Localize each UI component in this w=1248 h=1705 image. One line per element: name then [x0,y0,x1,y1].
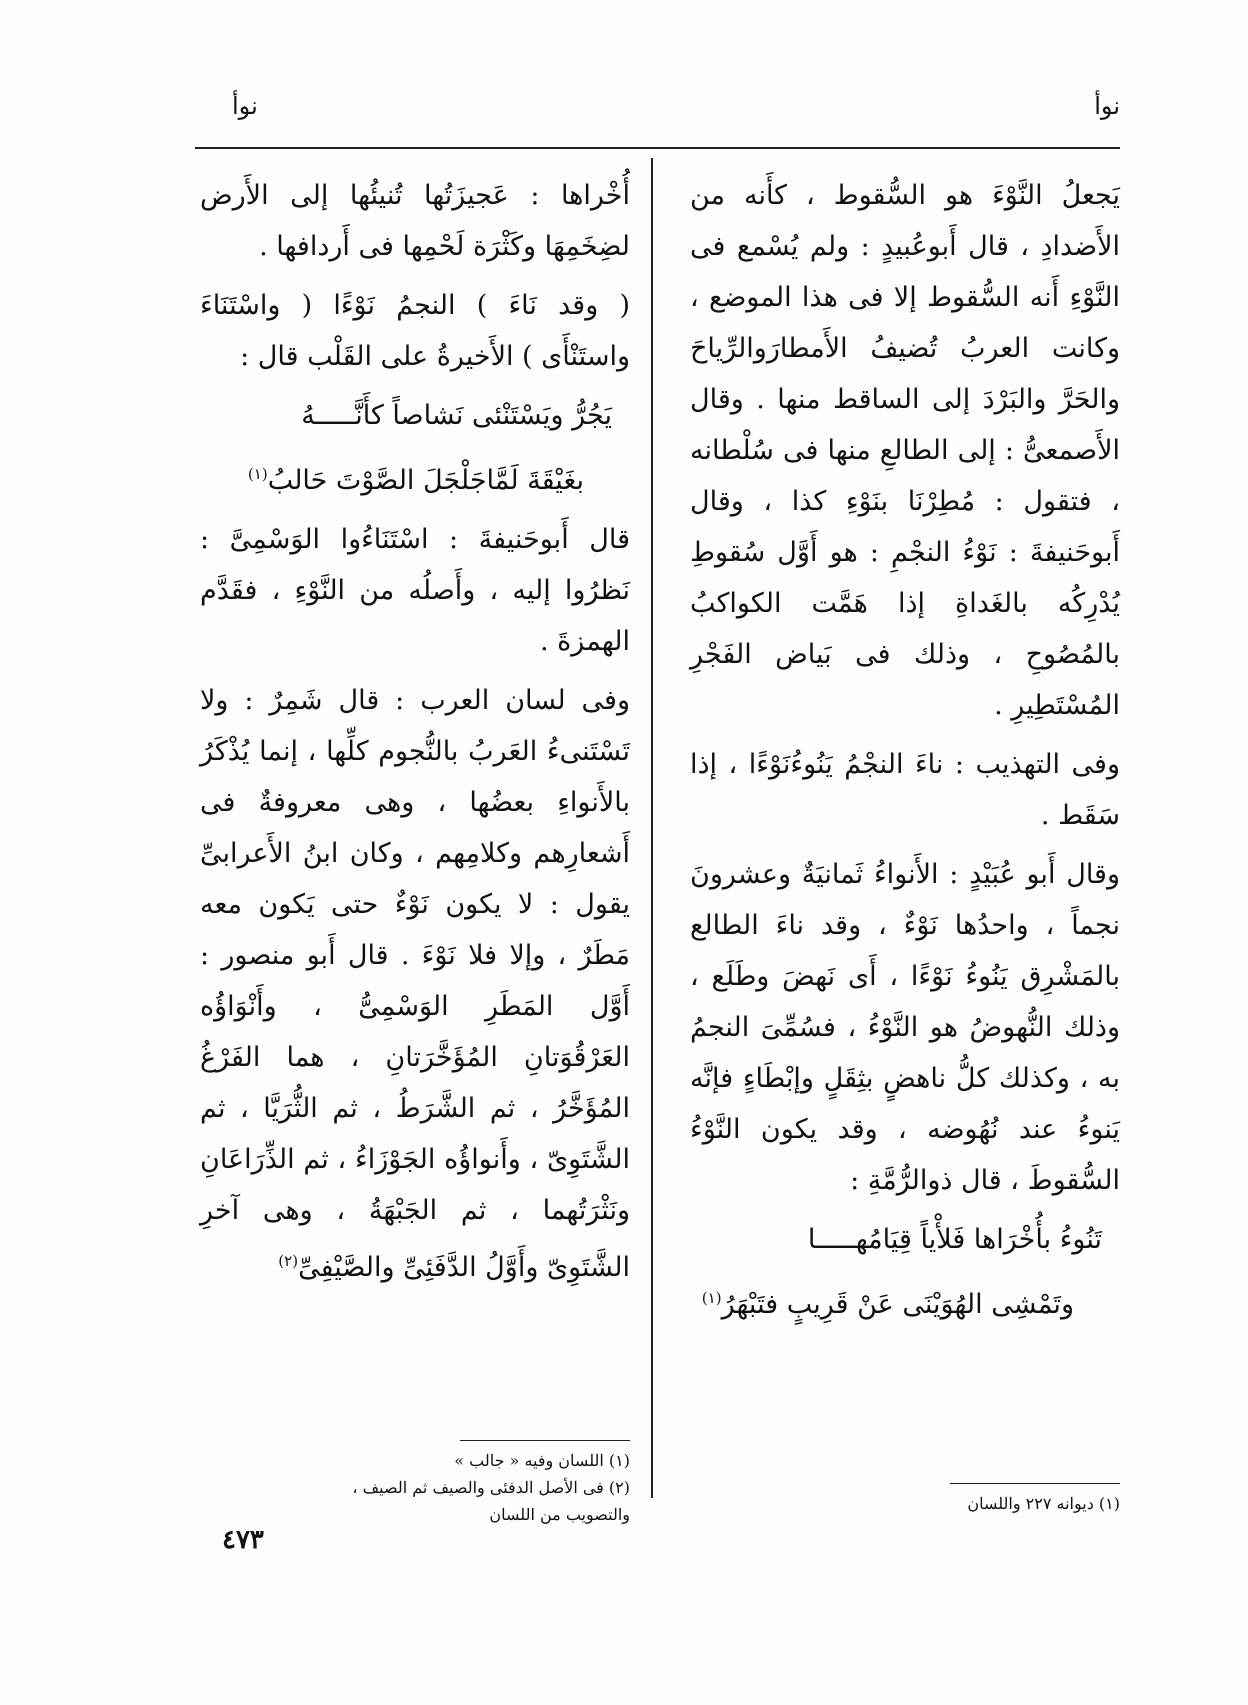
footnote: (٢) فى الأصل الدفئى والصيف ثم الصيف ، والتصويب من اللسان [352,1478,630,1524]
page-number: ٤٧٣ [222,1525,264,1555]
verse-line [200,449,630,506]
right-column [690,170,1120,1338]
left-column [200,170,630,1301]
verse-line [690,1273,1120,1330]
verse-text: بغَيْقَةَ لَمَّاجَلْجَلَ الصَّوْتَ حَالبُ [267,465,584,496]
paragraph: أُخْراها : عَجيزَتُها تُنيئُها إلى الأَرض لضِخَمِهَا وكَثْرَة لَحْمِها فى أَردافها . [200,180,630,262]
paragraph: قال أَبوحَنيفةَ : اسْتَنَاءُوا الوَسْمِىَّ : نَظرُوا إليه ، وأَصلُه من النَّوْءِ ، فقَدَّم الهمزةَ . [200,524,630,657]
column-divider [651,158,653,1498]
paragraph: وفى التهذيب : ناءَ النجْمُ يَنُوءُنَوْءًا ، إذا سَقَط . [690,749,1120,831]
paragraph-text: وفى لسان العرب : قال شَمِرٌ : ولا تَسْتَنىءُ العَربُ بالنُّجوم كلِّها ، إنما يُذْكَرُ بالأَنواءِ بعضُها ، وهى معروفةٌ فى أَشعارِهم وكلامِهم ، وكان ابنُ الأَعرابىِّ يقول : لا يكون نَوْءٌ حتى يَكون معه مَطَرٌ ، وإلا فلا نَوْءَ . قال أَبو منصور : أَوَّل المَطَرِ الوَسْمِىُّ ، وأَنْوَاؤُه العَرْقُوَتانِ المُؤَخَّرَتانِ ، هما الفَرْغُ المُؤَخَّرُ ، ثم الشَّرَطُ ، ثم الثُّرَيَّا ، ثم الشَّتَوِىّ ، وأَنواؤُه الجَوْزَاءُ ، ثم الذِّرَاعَانِ ونَثْرَتُهما ، ثم الجَبْهَةُ ، وهى آخرِ الشَّتَوِىّ وأَوَّلُ الدَّفَئِىِّ والصَّيْفِىِّ [200,685,630,1283]
running-head-right: نوأ [1094,92,1120,120]
footnotes-right [830,1490,1120,1517]
header-rule [195,147,1120,149]
footnote-ref: (١) [247,465,268,483]
paragraph: وقال أَبو عُبَيْدٍ : الأَنواءُ ثَمانيَةٌ وعشرونَ نجماً ، واحدُها نَوْءٌ ، وقد ناءَ الطالع بالمَشْرِق يَنُوءُ نَوْءًا ، أَى نَهضَ وطَلَع ، وذلك النُّهوضُ هو النَّوْءُ ، فسُمِّىَ النجمُ به ، وكذلك كلُّ ناهضٍ بثِقَلٍ وإبْطَاءٍ فإنَّه يَنوءُ عند نُهُوضه ، وقد يكون النَّوْءُ السُّقوطَ ، قال ذوالرُّمَّةِ : [690,859,1120,1196]
verse-line: تَنُوءُ بأُخْرَاها فَلأْياً قِيَامُهـــــا [807,1224,1102,1255]
paragraph: ( وقد نَاءَ ) النجمُ نَوْءًا ( واسْتَنَاءَ واستَنْأَى ) الأَخيرةُ على القَلْب قال : [200,290,630,372]
footnote-ref: (١) [701,1289,722,1307]
verse-line: يَجُرُّ ويَسْتَنْئى نَشاصاً كأَنَّـــــهُ [301,400,612,431]
running-head-left: نوأ [232,92,258,120]
paragraph: يَجعلُ النَّوْءَ هو السُّقوط ، كأَنه من الأَضدادِ ، قال أَبوعُبيدٍ : ولم يُسْمع فى النَّوْءِ أَنه السُّقوط إلا فى هذا الموضع ، وكانت العربُ تُضيفُ الأَمطارَوالرِّياحَ والحَرَّ والبَرْدَ إلى الساقط منها . وقال الأَصمعىُّ : إلى الطالعِ منها فى سُلْطانه ، فتقول : مُطِرْنَا بنَوْءِ كذا ، وقال أَبوحَنيفةَ : نَوْءُ النجْمِ : هو أَوَّل سُقوطِ يُدْرِكُه بالغَداةِ إذا هَمَّت الكواكبُ بالمُصُوحِ ، وذلك فى بَياض الفَجْرِ المُسْتَطِيرِ . [690,180,1120,721]
footnote-ref: (٢) [278,1252,299,1270]
paragraph [200,675,630,1293]
footnote-rule-left [460,1440,630,1441]
verse-text: وتَمْشِى الهُوَيْنَى عَنْ قَرِيبٍ فتَبْهَرُ [721,1289,1074,1320]
footnote-rule-right [950,1483,1120,1484]
footnotes-left [310,1447,630,1528]
footnote: (١) ديوانه ٢٢٧ واللسان [967,1494,1120,1513]
footnote: (١) اللسان وفيه « جالب » [454,1451,630,1470]
